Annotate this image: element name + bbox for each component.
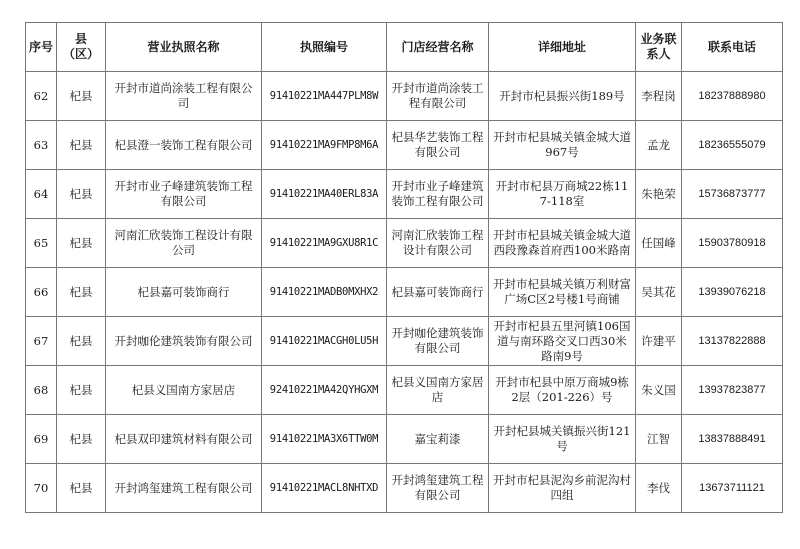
cell-license-name: 杞县嘉可装饰商行	[106, 268, 262, 317]
cell-store-name: 嘉宝莉漆	[387, 415, 489, 464]
table-row	[26, 121, 783, 170]
cell-phone: 15736873777	[682, 170, 783, 219]
table-row	[26, 366, 783, 415]
header-row	[26, 23, 783, 72]
cell-license-name: 开封市业子峰建筑装饰工程有限公司	[106, 170, 262, 219]
table-row	[26, 317, 783, 366]
cell-store-name: 开封咖伦建筑装饰有限公司	[387, 317, 489, 366]
header-phone: 联系电话	[682, 23, 783, 72]
cell-phone: 13673711121	[682, 464, 783, 513]
cell-address: 开封市杞县五里河镇106国道与南环路交叉口西30米路南9号	[489, 317, 636, 366]
cell-license-number: 91410221MACL8NHTXD	[262, 464, 387, 513]
cell-index: 66	[26, 268, 57, 317]
cell-license-number: 91410221MA3X6TTW0M	[262, 415, 387, 464]
table-row	[26, 268, 783, 317]
table-row	[26, 72, 783, 121]
cell-address: 开封市杞县中原万商城9栋2层（201-226）号	[489, 366, 636, 415]
cell-county: 杞县	[57, 317, 106, 366]
cell-license-name: 杞县义国南方家居店	[106, 366, 262, 415]
cell-contact: 李程岗	[636, 72, 682, 121]
cell-license-name: 开封鸿玺建筑工程有限公司	[106, 464, 262, 513]
cell-contact: 朱艳荣	[636, 170, 682, 219]
cell-county: 杞县	[57, 170, 106, 219]
cell-license-number: 91410221MA9FMP8M6A	[262, 121, 387, 170]
header-address: 详细地址	[489, 23, 636, 72]
table-row	[26, 464, 783, 513]
cell-license-number: 91410221MA9GXU8R1C	[262, 219, 387, 268]
cell-index: 64	[26, 170, 57, 219]
cell-phone: 18237888980	[682, 72, 783, 121]
cell-address: 开封市杞县城关镇金城大道967号	[489, 121, 636, 170]
cell-address: 开封市杞县泥沟乡前泥沟村四组	[489, 464, 636, 513]
cell-license-number: 91410221MACGH0LU5H	[262, 317, 387, 366]
header-contact: 业务联系人	[636, 23, 682, 72]
cell-license-number: 91410221MADB0MXHX2	[262, 268, 387, 317]
cell-county: 杞县	[57, 366, 106, 415]
table-row	[26, 219, 783, 268]
cell-index: 62	[26, 72, 57, 121]
cell-license-name: 河南汇欣装饰工程设计有限公司	[106, 219, 262, 268]
cell-store-name: 开封市业子峰建筑装饰工程有限公司	[387, 170, 489, 219]
cell-phone: 15903780918	[682, 219, 783, 268]
cell-contact: 李伐	[636, 464, 682, 513]
cell-license-name: 杞县双印建筑材料有限公司	[106, 415, 262, 464]
cell-address: 开封市杞县万商城22栋117-118室	[489, 170, 636, 219]
cell-county: 杞县	[57, 219, 106, 268]
cell-index: 70	[26, 464, 57, 513]
cell-store-name: 开封鸿玺建筑工程有限公司	[387, 464, 489, 513]
header-license-number: 执照编号	[262, 23, 387, 72]
cell-index: 69	[26, 415, 57, 464]
cell-contact: 任国峰	[636, 219, 682, 268]
business-table	[25, 22, 783, 513]
table-row	[26, 415, 783, 464]
cell-license-name: 开封咖伦建筑装饰有限公司	[106, 317, 262, 366]
cell-county: 杞县	[57, 268, 106, 317]
header-index: 序号	[26, 23, 57, 72]
cell-contact: 朱义国	[636, 366, 682, 415]
cell-county: 杞县	[57, 121, 106, 170]
cell-address: 开封市杞县振兴街189号	[489, 72, 636, 121]
cell-contact: 吴其花	[636, 268, 682, 317]
cell-phone: 13939076218	[682, 268, 783, 317]
cell-store-name: 杞县华艺装饰工程有限公司	[387, 121, 489, 170]
cell-license-name: 开封市道尚涂装工程有限公司	[106, 72, 262, 121]
header-license-name: 营业执照名称	[106, 23, 262, 72]
cell-index: 65	[26, 219, 57, 268]
cell-phone: 13137822888	[682, 317, 783, 366]
cell-phone: 18236555079	[682, 121, 783, 170]
cell-address: 开封市杞县城关镇万利财富广场C区2号楼1号商铺	[489, 268, 636, 317]
cell-contact: 孟龙	[636, 121, 682, 170]
cell-address: 开封杞县城关镇振兴街121号	[489, 415, 636, 464]
header-county: 县（区）	[57, 23, 106, 72]
cell-license-name: 杞县澄一装饰工程有限公司	[106, 121, 262, 170]
cell-phone: 13937823877	[682, 366, 783, 415]
cell-contact: 许建平	[636, 317, 682, 366]
cell-store-name: 杞县嘉可装饰商行	[387, 268, 489, 317]
cell-store-name: 开封市道尚涂装工程有限公司	[387, 72, 489, 121]
header-store-name: 门店经营名称	[387, 23, 489, 72]
cell-address: 开封市杞县城关镇金城大道西段豫森首府西100米路南	[489, 219, 636, 268]
cell-county: 杞县	[57, 72, 106, 121]
cell-phone: 13837888491	[682, 415, 783, 464]
cell-license-number: 91410221MA447PLM8W	[262, 72, 387, 121]
table-row	[26, 170, 783, 219]
cell-store-name: 杞县义国南方家居店	[387, 366, 489, 415]
table-container	[25, 22, 783, 513]
cell-index: 67	[26, 317, 57, 366]
cell-store-name: 河南汇欣装饰工程设计有限公司	[387, 219, 489, 268]
cell-contact: 江智	[636, 415, 682, 464]
cell-license-number: 91410221MA40ERL83A	[262, 170, 387, 219]
cell-county: 杞县	[57, 415, 106, 464]
cell-license-number: 92410221MA42QYHGXM	[262, 366, 387, 415]
cell-index: 68	[26, 366, 57, 415]
cell-index: 63	[26, 121, 57, 170]
cell-county: 杞县	[57, 464, 106, 513]
